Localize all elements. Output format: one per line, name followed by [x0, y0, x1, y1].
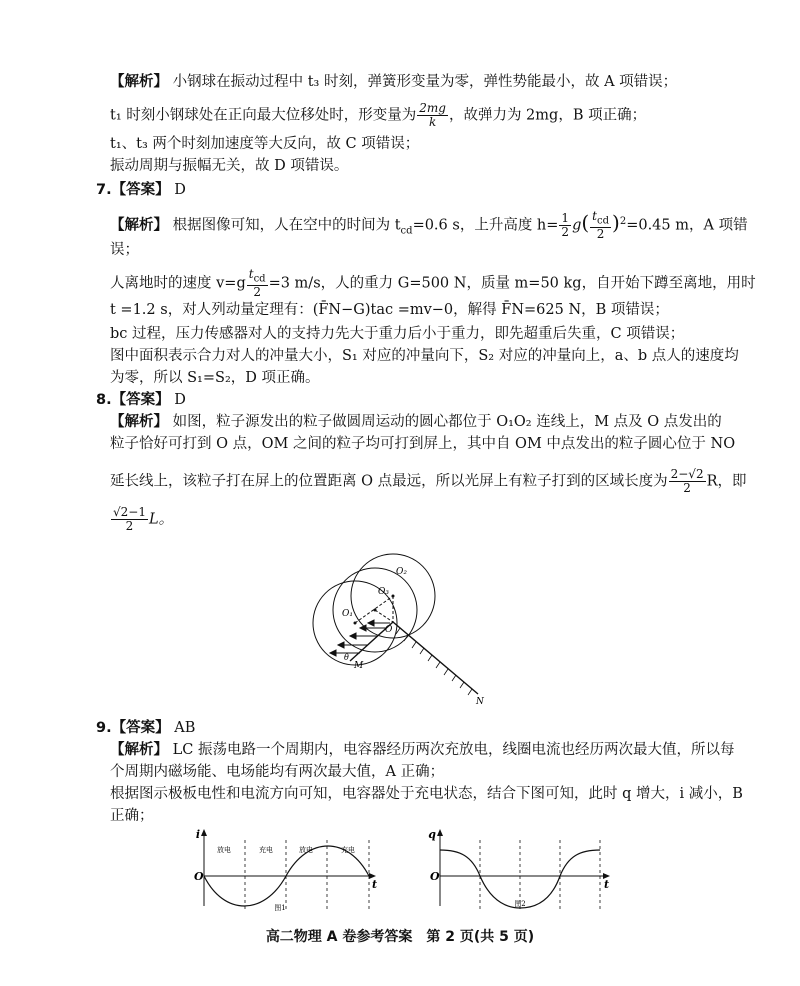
q8-line-3: [110, 468, 747, 495]
q8-text-1: 如图，粒子源发出的粒子做圆周运动的圆心都位于 O₁O₂ 连线上，M 点及 O 点发出的: [172, 414, 722, 430]
q8-dashed-o3o: [375, 610, 393, 622]
fig2-origin: O: [430, 870, 440, 883]
q8-answer-tag: 【答案】: [111, 392, 170, 408]
q8-label-m: M: [354, 661, 364, 671]
q8-label-theta: θ: [344, 653, 349, 662]
q9-text-1: LC 振荡电路一个周期内，电容器经历两次充放电，线圈电流也经历两次最大值，所以每: [172, 742, 735, 758]
fig1-label-charge-1: 充电: [259, 846, 273, 854]
q6-text-1: 小钢球在振动过程中 t₃ 时刻，弹簧形变量为零，弹性势能最小，故 A 项错误；: [172, 74, 678, 90]
q7-text-7: 为零，所以 S₁=S₂，D 项正确。: [110, 370, 320, 386]
q9-text-2: 个周期内磁场能、电场能均有两次最大值，A 正确；: [110, 764, 445, 780]
q8-answer-line: [96, 390, 186, 410]
q8-text-3a: 延长线上，该粒子打在屏上的位置距离 O 点最远，所以光屏上有粒子打到的区域长度为: [110, 473, 668, 490]
q7-answer-tag: 【答案】: [111, 182, 170, 198]
fig1-label-discharge-1: 放电: [217, 846, 231, 854]
q7-line-1: 【解析】 根据图像可知，人在空中的时间为 $t_{cd}=0.6$ s，上升高度 h= $\frac{1}{2}$ g( $\frac{t_{cd}}{2}$ )$^2$=0.45 m，A 项错: [110, 209, 748, 242]
q7-text-3b: =3 m/s，人的重力 G=500 N，质量 m=50 kg，自开始下蹲至离地，用时: [268, 275, 756, 292]
q7-line-3: [110, 268, 756, 299]
q9-number: 9.: [96, 720, 112, 736]
q9-figure-1: [194, 826, 384, 914]
q8-line-4: [110, 506, 173, 533]
fig1-label-discharge-2: 放电: [299, 846, 313, 854]
q9-answer-line: [96, 718, 195, 738]
q6-text-4: 振动周期与振幅无关，故 D 项错误。: [110, 158, 349, 174]
q7-time-fraction: $\frac{t_{cd}}{2}$: [592, 209, 610, 242]
q7-text-3a: 人离地时的速度 v=g: [110, 275, 246, 292]
q7-text-1a: 根据图像可知，人在空中的时间为 t: [172, 217, 401, 234]
q8-label-o3: O₃: [378, 587, 389, 597]
fig2-xlabel: t: [604, 878, 610, 891]
q9-text-4: 正确；: [110, 808, 154, 824]
q7-text-1b: =0.6 s，上升高度 h=: [412, 217, 559, 234]
q9-answer-tag: 【答案】: [111, 720, 170, 736]
q9-text-3: 根据图示极板电性和电流方向可知，电容器处于充电状态，结合下图可知，此时 q 增大，i 减小，B: [110, 786, 743, 802]
q9-analysis-tag: 【解析】: [110, 742, 168, 758]
q8-length-fraction: $\frac{2-√2}{2}$: [670, 467, 704, 495]
q9-answer: AB: [174, 720, 196, 736]
q8-label-o2: O₂: [396, 567, 407, 577]
page-footer: 高二物理 A 卷参考答案 第 2 页(共 5 页): [265, 929, 535, 945]
fig2-ylabel: q: [428, 828, 436, 841]
q7-text-1c: =0.45 m，A 项错: [626, 217, 748, 234]
q8-label-o: O: [385, 625, 393, 635]
q8-text-3b: R，即: [706, 473, 747, 490]
q6-line-2: [110, 102, 646, 129]
fig1-caption: 图1: [274, 904, 286, 912]
q7-text-5: bc 过程，压力传感器对人的支持力先大于重力后小于重力，即先超重后失重，C 项错误；: [110, 326, 685, 342]
q8-line-1: [110, 412, 722, 432]
q7-answer: D: [174, 182, 186, 198]
q7-text-6: 图中面积表示合力对人的冲量大小，S₁ 对应的冲量向下，S₂ 对应的冲量向上，a、b 点人的速度均: [110, 348, 739, 364]
q8-text-4b: L。: [148, 511, 174, 528]
fig1-ylabel: i: [195, 828, 200, 841]
q8-result-fraction: $\frac{√2-1}{2}$: [113, 505, 146, 533]
q8-text-2: 粒子恰好可打到 O 点，OM 之间的粒子均可打到屏上，其中自 OM 中点发出的粒子圆心位于 NO: [110, 436, 736, 452]
fig2-caption: 图2: [514, 900, 526, 908]
q7-velocity-fraction: $\frac{t_{cd}}{2}$: [248, 267, 266, 300]
q6-text-2b: ，故弹力为 2mg，B 项正确；: [448, 107, 647, 124]
q7-number: 7.: [96, 182, 112, 198]
q8-analysis-tag: 【解析】: [110, 414, 168, 430]
q7-text-2: 误；: [110, 242, 139, 258]
q8-answer: D: [174, 392, 186, 408]
q8-screen-hatching: [396, 628, 472, 695]
fig1-label-charge-2: 充电: [341, 846, 355, 854]
q7-analysis-tag: 【解析】: [110, 217, 168, 234]
fig1-xlabel: t: [372, 878, 378, 891]
fig1-origin: O: [194, 870, 204, 883]
q6-line-1: [110, 72, 677, 92]
q8-circle-diagram: [300, 528, 510, 708]
q6-text-3: t₁、t₃ 两个时刻加速度等大反向，故 C 项错误；: [110, 136, 420, 152]
q8-screen-line: [393, 622, 478, 694]
q8-label-n: N: [476, 697, 484, 707]
q6-fraction: $\frac{2mg}{k}$: [419, 101, 446, 129]
q6-text-2a: t₁ 时刻小钢球处在正向最大位移处时，形变量为: [110, 107, 417, 124]
q6-analysis-tag: 【解析】: [110, 74, 168, 90]
q8-velocity-arrows: [330, 620, 390, 656]
q7-answer-line: [96, 180, 186, 200]
q8-number: 8.: [96, 392, 112, 408]
fig2-dividers: [480, 840, 600, 910]
q7-height-fraction: $\frac{1}{2}$: [561, 211, 570, 240]
q9-line-1: [110, 740, 734, 760]
q9-figure-2: [428, 826, 618, 914]
q8-label-o1: O₁: [342, 609, 353, 619]
q7-text-4: t =1.2 s，对人列动量定理有：(F̄N−G)tac =mv−0，解得 F̄N=625 N，B 项错误；: [110, 302, 669, 318]
